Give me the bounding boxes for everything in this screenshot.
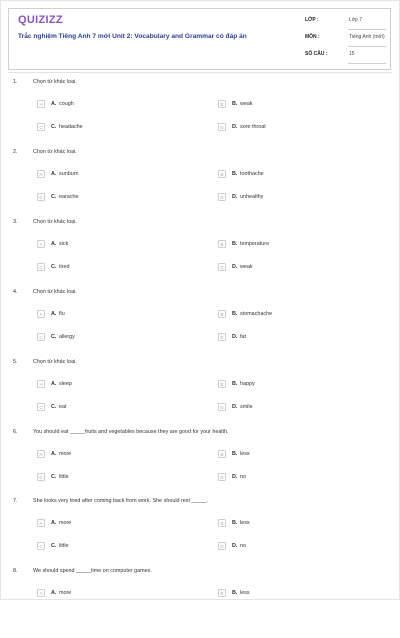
option-letter: D. <box>232 474 238 480</box>
option-text: headache <box>59 124 83 130</box>
option-text: flu <box>59 311 65 317</box>
option-text: less <box>240 590 250 596</box>
option-letter: A. <box>51 241 57 247</box>
option-checkbox[interactable]: C <box>37 542 45 550</box>
answer-option[interactable] <box>218 380 368 390</box>
option-text: temperature <box>240 241 270 247</box>
answer-option[interactable] <box>218 263 368 273</box>
question-text: You should eat _____fruits and vegetables because they are good for your health. <box>33 429 229 435</box>
option-text: no <box>240 474 246 480</box>
question-number: 7. <box>13 498 18 504</box>
option-text: tired <box>59 264 70 270</box>
question-text: Chọn từ khác loại. <box>33 79 77 85</box>
option-letter: A. <box>51 171 57 177</box>
option-text: stomachache <box>240 311 273 317</box>
option-text: smile <box>240 404 253 410</box>
option-checkbox[interactable]: B <box>218 380 226 388</box>
option-letter: B. <box>232 311 238 317</box>
question-item <box>0 568 400 638</box>
answer-option[interactable] <box>218 403 368 413</box>
answer-option[interactable] <box>218 542 368 552</box>
option-text: weak <box>240 101 253 107</box>
answer-option[interactable] <box>37 542 187 552</box>
option-text: less <box>240 520 250 526</box>
answer-option[interactable] <box>37 450 187 460</box>
answer-option[interactable] <box>37 123 187 133</box>
option-checkbox[interactable]: B <box>218 450 226 458</box>
option-checkbox[interactable]: C <box>37 473 45 481</box>
option-text: sleep <box>59 381 72 387</box>
option-text: toothache <box>240 171 264 177</box>
answer-option[interactable] <box>37 473 187 483</box>
option-text: sore throat <box>240 124 266 130</box>
question-item <box>0 429 400 499</box>
question-number: 3. <box>13 219 18 225</box>
option-checkbox[interactable]: C <box>37 333 45 341</box>
option-checkbox[interactable]: C <box>37 193 45 201</box>
answer-option[interactable] <box>37 310 187 320</box>
option-checkbox[interactable]: C <box>37 263 45 271</box>
answer-option[interactable] <box>218 170 368 180</box>
option-text: fat <box>240 334 246 340</box>
answer-option[interactable] <box>37 519 187 529</box>
answer-option[interactable] <box>37 100 187 110</box>
option-text: cough <box>59 101 74 107</box>
answer-option[interactable] <box>218 519 368 529</box>
option-text: more <box>59 590 72 596</box>
meta-value: 15 <box>349 51 355 57</box>
option-text: little <box>59 474 69 480</box>
option-letter: C. <box>51 474 57 480</box>
option-letter: A. <box>51 590 57 596</box>
answer-option[interactable] <box>218 310 368 320</box>
option-text: less <box>240 451 250 457</box>
question-number: 5. <box>13 359 18 365</box>
option-checkbox[interactable]: B <box>218 240 226 248</box>
option-letter: B. <box>232 451 238 457</box>
option-checkbox[interactable]: A <box>37 519 45 527</box>
option-letter: D. <box>232 543 238 549</box>
meta-row-count <box>305 51 390 64</box>
answer-option[interactable] <box>37 333 187 343</box>
option-text: allergy <box>59 334 75 340</box>
option-checkbox[interactable]: B <box>218 310 226 318</box>
answer-option[interactable] <box>218 193 368 203</box>
option-letter: B. <box>232 520 238 526</box>
option-letter: B. <box>232 241 238 247</box>
question-number: 6. <box>13 429 18 435</box>
question-number: 1. <box>13 79 18 85</box>
answer-option[interactable] <box>218 589 368 599</box>
question-text: Chọn từ khác loại. <box>33 289 77 295</box>
option-letter: C. <box>51 124 57 130</box>
question-item <box>0 219 400 289</box>
option-checkbox[interactable]: B <box>218 519 226 527</box>
option-text: happy <box>240 381 255 387</box>
question-item <box>0 498 400 568</box>
answer-option[interactable] <box>218 450 368 460</box>
meta-label: LỚP : <box>305 17 319 23</box>
option-letter: D. <box>232 124 238 130</box>
option-checkbox[interactable]: C <box>37 403 45 411</box>
answer-option[interactable] <box>37 589 187 599</box>
meta-underline <box>348 63 386 64</box>
answer-option[interactable] <box>218 123 368 133</box>
answer-option[interactable] <box>37 240 187 250</box>
option-checkbox[interactable]: A <box>37 170 45 178</box>
question-text: Chọn từ khác loại. <box>33 149 77 155</box>
option-checkbox[interactable]: D <box>218 333 226 341</box>
option-letter: B. <box>232 381 238 387</box>
option-letter: D. <box>232 194 238 200</box>
option-text: weak <box>240 264 253 270</box>
question-item <box>0 79 400 149</box>
option-letter: A. <box>51 101 57 107</box>
question-item <box>0 289 400 359</box>
option-checkbox[interactable]: D <box>218 542 226 550</box>
option-letter: B. <box>232 101 238 107</box>
meta-label: SỐ CÂU : <box>305 51 328 57</box>
option-checkbox[interactable]: D <box>218 123 226 131</box>
question-text: Chọn từ khác loại. <box>33 359 77 365</box>
option-checkbox[interactable]: D <box>218 263 226 271</box>
option-text: eat <box>59 404 67 410</box>
option-checkbox[interactable]: A <box>37 310 45 318</box>
option-checkbox[interactable]: A <box>37 589 45 597</box>
answer-option[interactable] <box>37 170 187 180</box>
option-letter: B. <box>232 590 238 596</box>
option-letter: D. <box>232 404 238 410</box>
answer-option[interactable] <box>37 380 187 390</box>
option-letter: C. <box>51 334 57 340</box>
question-text: We should spend _____time on computer games. <box>33 568 152 574</box>
option-text: earache <box>59 194 79 200</box>
option-checkbox[interactable]: A <box>37 380 45 388</box>
answer-option[interactable] <box>218 473 368 483</box>
option-checkbox[interactable]: B <box>218 170 226 178</box>
option-checkbox[interactable]: B <box>218 589 226 597</box>
option-letter: C. <box>51 194 57 200</box>
option-letter: A. <box>51 381 57 387</box>
meta-value: Lớp 7 <box>349 17 363 23</box>
option-text: sick <box>59 241 69 247</box>
question-item <box>0 359 400 429</box>
worksheet-title: Trắc nghiệm Tiếng Anh 7 mới Unit 2: Vocabulary and Grammar có đáp án <box>18 33 247 40</box>
answer-option[interactable] <box>218 240 368 250</box>
option-checkbox[interactable]: D <box>218 473 226 481</box>
option-checkbox[interactable]: B <box>218 100 226 108</box>
option-checkbox[interactable]: A <box>37 240 45 248</box>
option-letter: A. <box>51 311 57 317</box>
option-letter: A. <box>51 451 57 457</box>
option-text: sunburn <box>59 171 79 177</box>
option-checkbox[interactable]: A <box>37 100 45 108</box>
question-text: She looks very tired after coming back from work. She should rest _____. <box>33 498 208 504</box>
answer-option[interactable] <box>37 403 187 413</box>
answer-option[interactable] <box>37 193 187 203</box>
header-divider <box>8 72 392 73</box>
question-number: 2. <box>13 149 18 155</box>
meta-label: MÔN : <box>305 34 320 40</box>
meta-underline <box>348 46 386 47</box>
option-text: more <box>59 520 72 526</box>
option-letter: A. <box>51 520 57 526</box>
worksheet-header <box>8 8 391 70</box>
question-item <box>0 149 400 219</box>
answer-option[interactable] <box>218 333 368 343</box>
option-checkbox[interactable]: D <box>218 403 226 411</box>
quizizz-logo: QUIZIZZ <box>18 14 63 26</box>
meta-row-subject <box>305 34 390 47</box>
question-number: 4. <box>13 289 18 295</box>
option-checkbox[interactable]: A <box>37 450 45 458</box>
question-number: 8. <box>13 568 18 574</box>
option-text: little <box>59 543 69 549</box>
option-letter: B. <box>232 171 238 177</box>
option-text: no <box>240 543 246 549</box>
question-text: Chọn từ khác loại. <box>33 219 77 225</box>
option-letter: C. <box>51 404 57 410</box>
meta-underline <box>348 29 386 30</box>
option-letter: D. <box>232 334 238 340</box>
answer-option[interactable] <box>37 263 187 273</box>
option-text: unhealthy <box>240 194 264 200</box>
option-letter: C. <box>51 264 57 270</box>
option-checkbox[interactable]: C <box>37 123 45 131</box>
option-letter: C. <box>51 543 57 549</box>
option-text: more <box>59 451 72 457</box>
meta-row-class <box>305 17 390 30</box>
option-letter: D. <box>232 264 238 270</box>
worksheet-meta <box>305 9 390 69</box>
option-checkbox[interactable]: D <box>218 193 226 201</box>
answer-option[interactable] <box>218 100 368 110</box>
meta-value: Tiếng Anh (mới) <box>349 34 385 40</box>
